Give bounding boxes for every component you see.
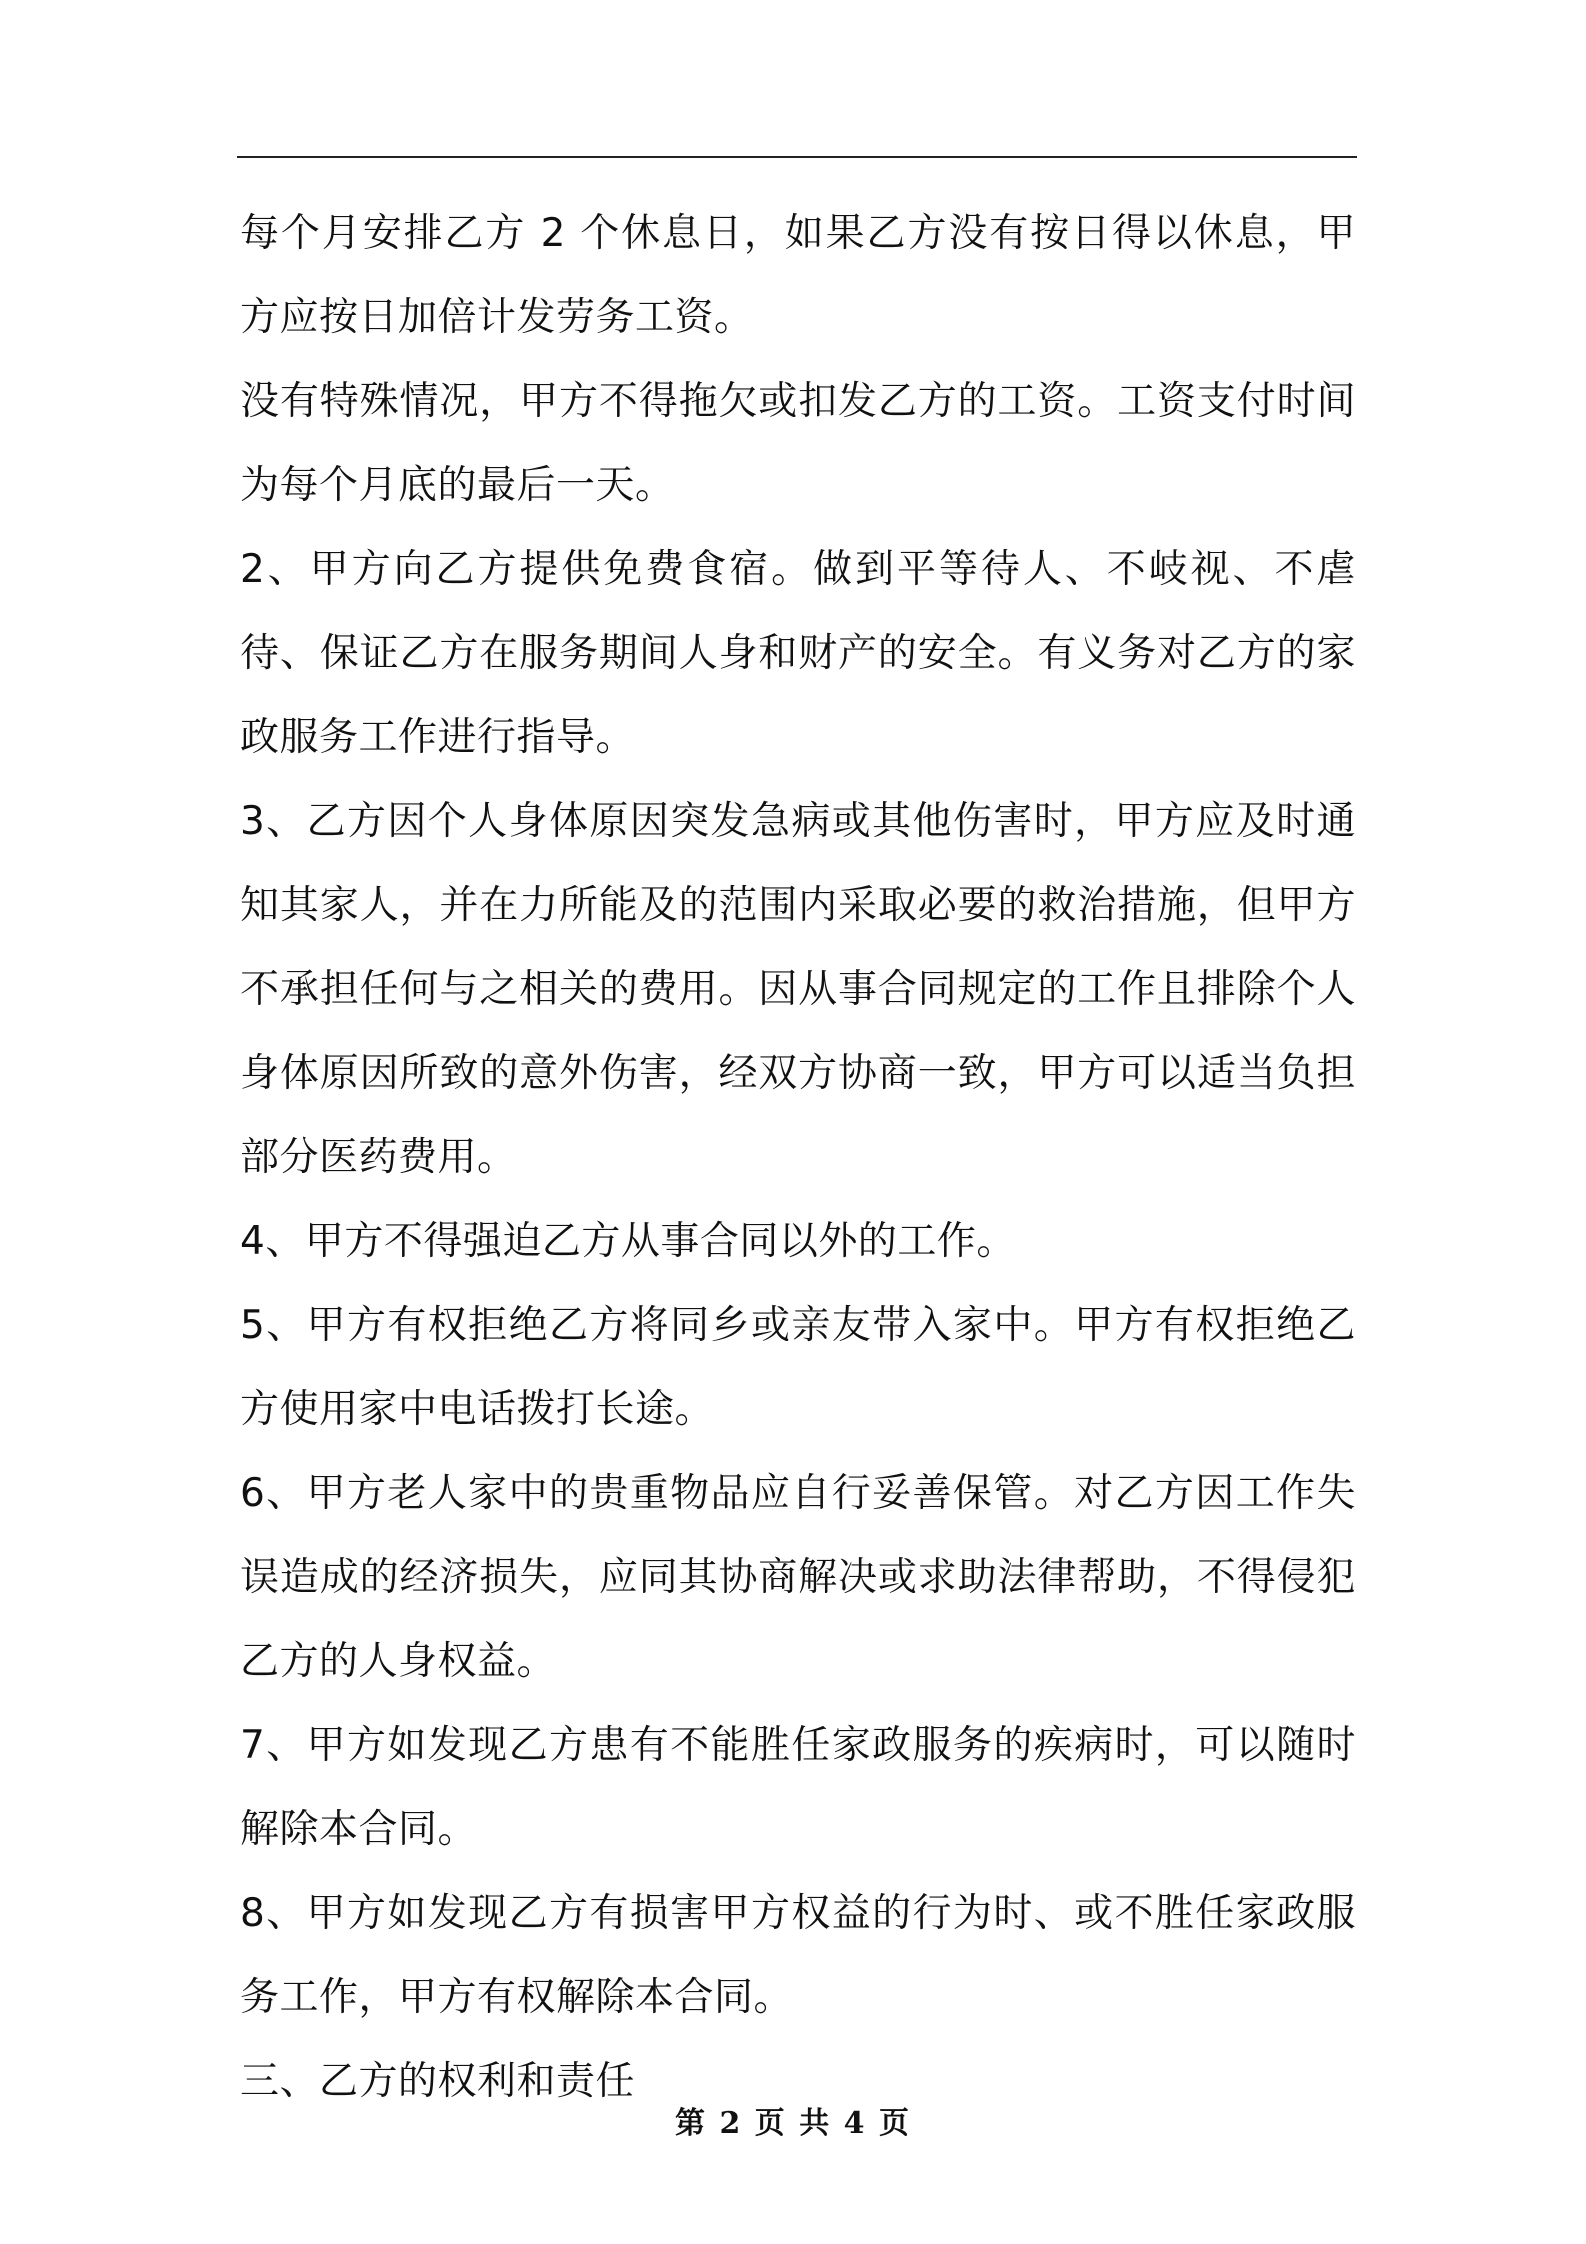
section-heading: 三、乙方的权利和责任 [240, 2059, 636, 2104]
paragraph-clause-4: 4、甲方不得强迫乙方从事合同以外的工作。 [240, 1219, 1016, 1264]
document-body [240, 192, 1356, 2124]
paragraph-clause-2: 2、甲方向乙方提供免费食宿。做到平等待人、不岐视、不虐待、保证乙方在服务期间人身和财产的安全。有义务对乙方的家政服务工作进行指导。 [240, 547, 1356, 760]
paragraph-clause-6: 6、甲方老人家中的贵重物品应自行妥善保管。对乙方因工作失误造成的经济损失，应同其协商解决或求助法律帮助，不得侵犯乙方的人身权益。 [240, 1471, 1356, 1684]
paragraph-clause-8: 8、甲方如发现乙方有损害甲方权益的行为时、或不胜任家政服务工作，甲方有权解除本合同。 [240, 1891, 1356, 2020]
paragraph-clause-5: 5、甲方有权拒绝乙方将同乡或亲友带入家中。甲方有权拒绝乙方使用家中电话拨打长途。 [240, 1303, 1356, 1432]
paragraph-rest-days: 每个月安排乙方 2 个休息日，如果乙方没有按日得以休息，甲方应按日加倍计发劳务工资。 [240, 211, 1356, 340]
paragraph-clause-3: 3、乙方因个人身体原因突发急病或其他伤害时，甲方应及时通知其家人，并在力所能及的范围内采取必要的救治措施，但甲方不承担任何与之相关的费用。因从事合同规定的工作且排除个人身体原因所致的意外伤害，经双方协商一致，甲方可以适当负担部分医药费用。 [240, 799, 1356, 1180]
header-rule [237, 156, 1357, 158]
paragraph-wage-payment: 没有特殊情况，甲方不得拖欠或扣发乙方的工资。工资支付时间为每个月底的最后一天。 [240, 379, 1356, 508]
page-number: 第 2 页 共 4 页 [675, 2106, 911, 2141]
paragraph-clause-7: 7、甲方如发现乙方患有不能胜任家政服务的疾病时，可以随时解除本合同。 [240, 1723, 1356, 1852]
